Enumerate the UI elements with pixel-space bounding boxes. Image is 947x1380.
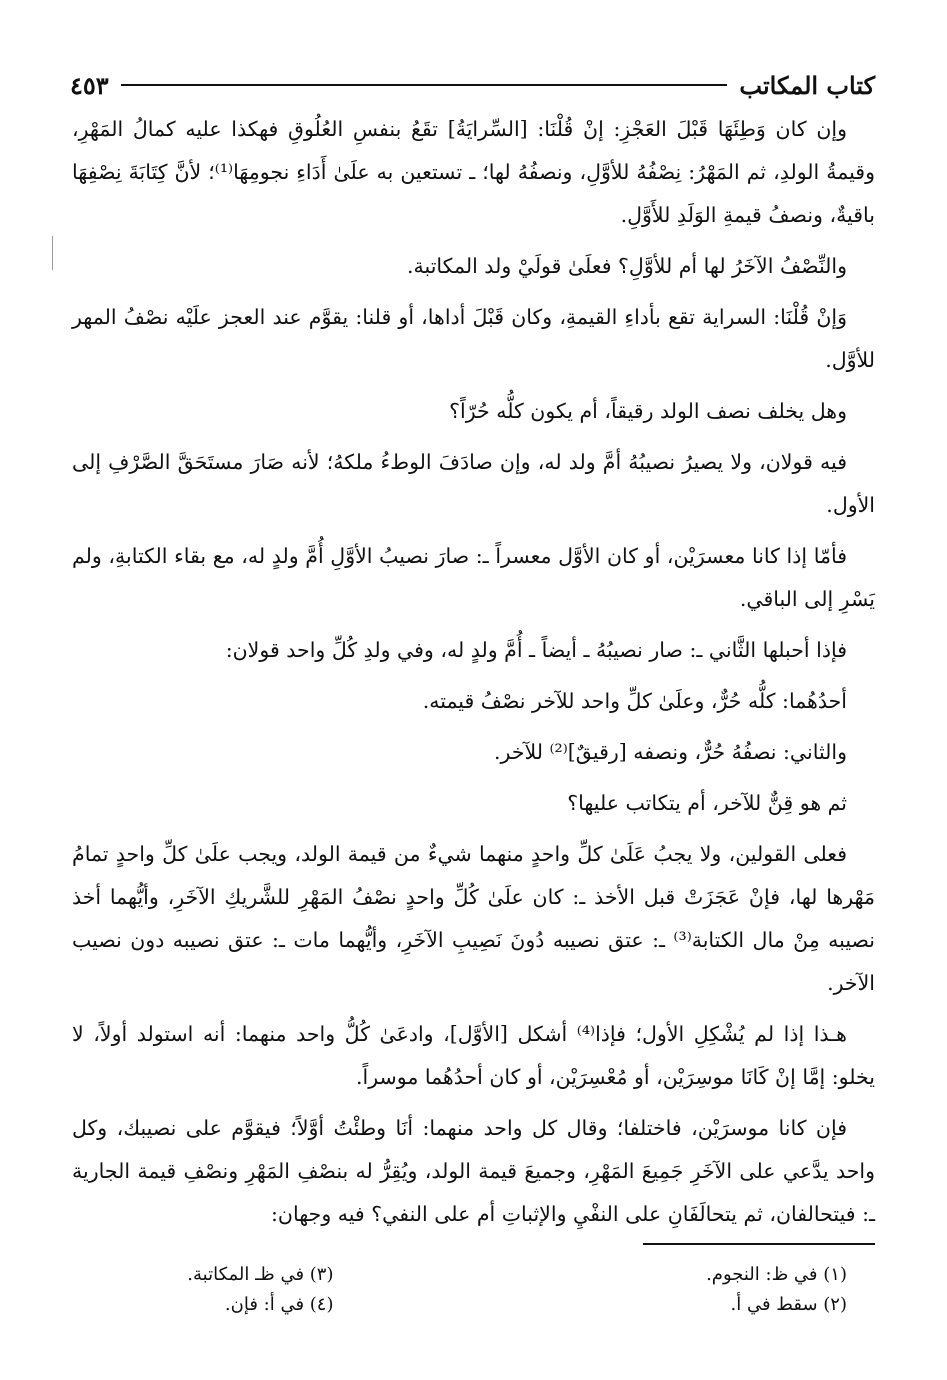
header-rule xyxy=(121,84,728,86)
paragraph: فعلى القولين، ولا يجبُ عَلَىٰ كلِّ واحدٍ منهما شيءٌ من قيمة الولد، ويجب علَىٰ كلِّ واحدٍ تمامُ مَهْرها لها، فإنْ عَجَزَتْ قبل الأخذ ـ: كان علَىٰ كُلِّ واحدٍ نصْفُ المَهْرِ للشَّريكِ الآخَرِ، وأيُّهما أخذ نصيبه مِنْ مال الكتابة⁽³⁾ ـ: عتق نصيبه دُونَ نَصِيبِ الآخَرِ، وأيُّهما مات ـ: عتق نصيبه دون نصيب الآخر. xyxy=(72,842,875,995)
paragraph: هـذا إذا لم يُشْكِلِ الأول؛ فإذا⁽⁴⁾ أشكل [الأوَّل]، وادعَىٰ كُلُّ واحد منهما: أنه استولد أولاً، لا يخلو: إمَّا إنْ كَانَا موسِرَيْن، أو مُعْسِرَيْن، أو كان أحدُهُما موسراً. xyxy=(72,1022,875,1089)
book-title: كتاب المكاتب xyxy=(739,70,875,100)
paragraph: وَإنْ قُلْنَا: السراية تقع بأداءِ القيمةِ، وكان قَبْلَ أداها، أو قلنا: يقوَّم عند العجز علَيْه نصْفُ المهر للأوَّل. xyxy=(72,305,875,372)
footnotes xyxy=(100,1260,847,1320)
page-number: ٤٥٣ xyxy=(70,70,109,100)
paragraph: وهل يخلف نصف الولد رقيقاً، أم يكون كلُّه حُرّاً؟ xyxy=(449,399,847,423)
paragraph: أحدُهُما: كلُّه حُرٌّ، وعلَىٰ كلِّ واحد للآخر نصْفُ قيمته. xyxy=(422,689,847,713)
paragraph: فأمّا إذا كانا معسرَيْن، أو كان الأوَّل معسراً ـ: صارَ نصيبُ الأوَّلِ أُمَّ ولدٍ له، مع بقاء الكتابةِ، ولم يَسْرِ إلى الباقي. xyxy=(72,544,875,611)
paragraph: وإن كان وَطِئَهَا قَبْلَ العَجْزِ: إنْ قُلْنَا: [السِّرايَةُ] تقَعُ بنفسِ العُلُوقِ فهكذا عليه كمالُ المَهْرِ، وقيمةُ الولدِ، ثم المَهْرُ: نِصْفُهُ للأوَّلِ، ونصفُهُ لها؛ ـ تستعين به علَىٰ أَدَاءِ نجومِهَا⁽¹⁾؛ لأنَّ كِتَابَةَ نِصْفِهَا باقيةٌ، ونصفُ قيمةِ الوَلَدِ للأَوَّلِ. xyxy=(72,117,875,227)
running-header xyxy=(70,68,875,102)
paragraph: والثاني: نصفُهُ حُرٌّ، ونصفه [رقيقٌ]⁽²⁾ للآخر. xyxy=(494,740,847,764)
paragraph: والنِّصْفُ الآخَرُ لها أم للأوَّلِ؟ فعلَىٰ قولَيْ ولد المكاتبة. xyxy=(407,254,847,278)
footnote-4: (٤) في أ: فإن. xyxy=(224,1294,334,1315)
paragraph: ثم هو قِنٌّ للآخر، أم يتكاتب عليها؟ xyxy=(567,791,847,815)
footnote-3: (٣) في ظـ المكاتبة. xyxy=(187,1264,334,1285)
footnote-2: (٢) سقط في أ. xyxy=(730,1294,847,1315)
paragraph: فإذا أحبلها الثَّاني ـ: صار نصيبُهُ ـ أيضاً ـ أُمَّ ولدٍ له، وفي ولدِ كُلِّ واحد قولان: xyxy=(225,638,847,662)
footnote-1: (١) في ظ: النجوم. xyxy=(706,1264,847,1285)
footnotes-separator xyxy=(643,1243,875,1245)
main-text xyxy=(72,108,875,1244)
margin-mark xyxy=(52,236,53,270)
paragraph: فإن كانا موسرَيْن، فاختلفا؛ وقال كل واحد منهما: أنَا وطئْتُ أوَّلاً؛ فيقوَّم على نصيبك، وكل واحد يدَّعي على الآخَرِ جَمِيعَ المَهْرِ، وجميعَ قيمة الولد، ويُقِرُّ له بنصْفِ المَهْرِ ونصْفِ قيمة الجارية ـ: فيتحالفان، ثم يتحالَفَانِ على النفْيِ والإثباتِ أم على النفي؟ فيه وجهان: xyxy=(72,1116,875,1226)
paragraph: فيه قولان، ولا يصيرُ نصيبُهُ أمَّ ولد له، وإن صادَفَ الوطءُ ملكهُ؛ لأنه صَارَ مستَحَقَّ الصَّرْفِ إلى الأول. xyxy=(72,450,875,517)
